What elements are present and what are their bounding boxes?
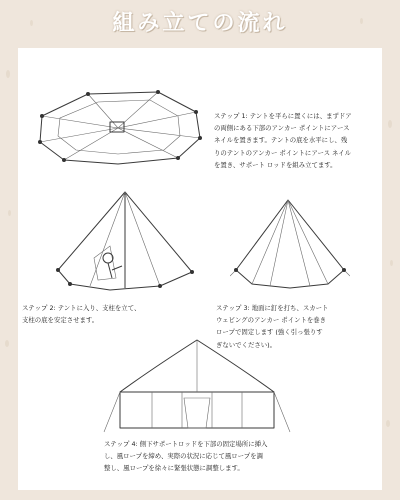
background-speckle xyxy=(5,340,9,347)
step1-line: ネイルを置きます。テントの底を水平にし、残 xyxy=(214,136,348,145)
step4-bell-tent-illustration xyxy=(102,336,292,436)
step1-line: りのテントのアンカー ポイントにアース ネイル xyxy=(214,148,352,157)
step4-line: 整し、風ロープを徐々に緊張状態に調整します。 xyxy=(104,464,244,473)
step4-text xyxy=(104,438,267,475)
step3-staked-tent-illustration xyxy=(230,196,350,291)
step2-text xyxy=(22,302,140,326)
step1-text xyxy=(214,110,351,171)
step3-line: ステップ 3: 地面に釘を打ち、スカート xyxy=(216,304,329,312)
step3-line: ぎないでください)。 xyxy=(216,340,277,349)
step4-line: ステップ 4: 側下サポートロッドを下部の固定場所に挿入 xyxy=(104,440,268,448)
step4-line: し、風ロープを締め、実際の状況に応じて風ロープを調 xyxy=(104,452,263,461)
step1-line: ステップ 1: テントを平らに置くには、まずドア xyxy=(214,112,352,120)
background-speckle xyxy=(386,420,390,427)
step1-flat-tent-illustration xyxy=(28,88,208,168)
step2-line: 支柱の底を安定させます。 xyxy=(22,316,99,325)
step2-line: ステップ 2: テントに入り、支柱を立て、 xyxy=(22,304,141,312)
step1-line: の両側にある下部のアンカー ポイントにアース xyxy=(214,124,350,133)
step1-line: を置き、サポート ロッドを組み立てます。 xyxy=(214,160,337,169)
step2-pole-raising-illustration xyxy=(50,188,200,293)
background-speckle xyxy=(388,120,392,128)
step3-line: ウェビングのアンカー ポイントを巻き xyxy=(216,316,327,325)
background-speckle xyxy=(390,260,393,266)
page-title: 組み立ての流れ xyxy=(112,11,288,36)
background-speckle xyxy=(8,210,11,216)
background-speckle xyxy=(6,70,10,78)
instruction-panel xyxy=(18,48,382,490)
step3-line: ロープで固定します (強く引っ張りす xyxy=(216,328,323,337)
